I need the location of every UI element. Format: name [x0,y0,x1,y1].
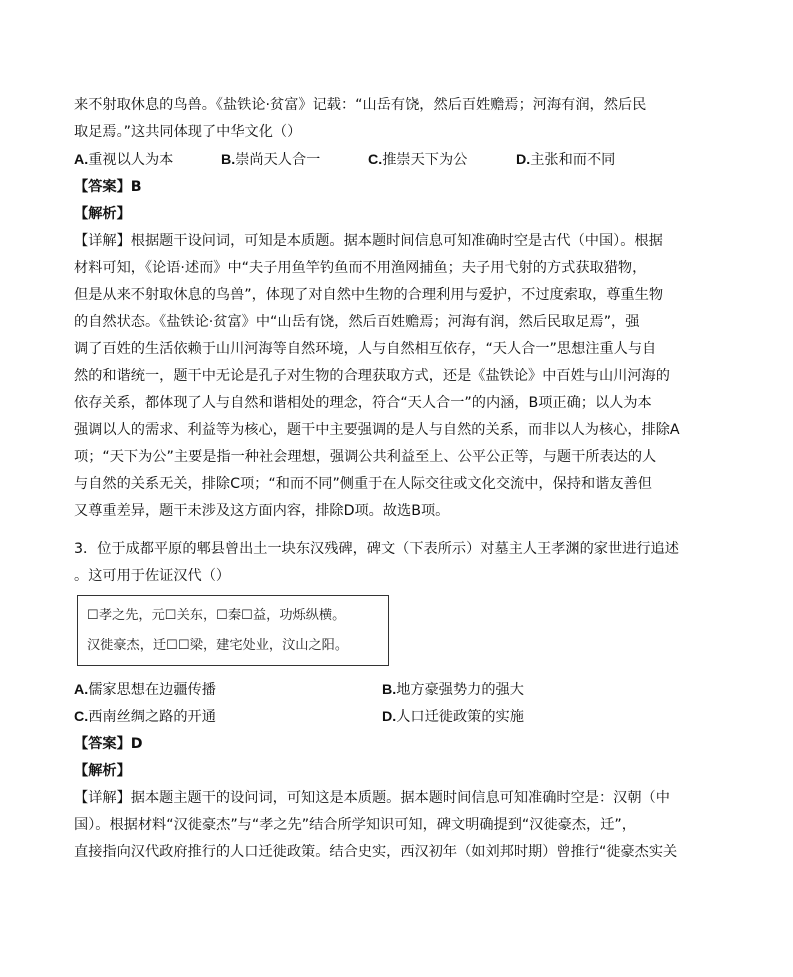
q2-option-c [368,150,467,170]
q3-option-a [74,680,216,700]
stele-line-2: 汉徙豪杰，迁☐☐梁，建宅处业，汶山之阳。 [87,638,349,653]
option-key: D. [516,152,531,168]
q3-detail-line-1: 【详解】据本题主题干的设问词，可知这是本质题。据本题时间信息可知准确时空是：汉朝（中 [74,790,670,806]
option-text: 崇尚天人合一 [235,152,321,168]
q2-answer: 【答案】B [74,179,142,195]
q2-detail-line-7: 依存关系，都体现了人与自然和谐相处的理念，符合“天人合一”的内涵，B项正确；以人为本 [74,395,652,411]
option-text: 儒家思想在边疆传播 [88,682,216,698]
q3-analysis-label: 【解析】 [74,763,131,779]
option-text: 主张和而不同 [530,152,616,168]
q3-stem-line-1: 3．位于成都平原的郫县曾出土一块东汉残碑，碑文（下表所示）对墓主人王孝渊的家世进行追述 [74,541,679,557]
q2-detail-line-4: 的自然状态。《盐铁论·贫富》中“山岳有饶，然后百姓赡焉；河海有润，然后民取足焉”，强 [74,314,640,330]
option-key: B. [221,152,236,168]
stele-line-1: ☐孝之先，元☐关东，☐秦☐益，功烁纵横。 [87,608,346,623]
q2-option-a [74,150,173,170]
q3-option-d [382,707,524,727]
q3-option-b [382,680,524,700]
q2-detail-line-8: 强调以人的需求、利益等为核心，题干中主要强调的是人与自然的关系，而非以人为核心，排除A [74,422,680,438]
option-key: A. [74,152,89,168]
option-text: 推崇天下为公 [382,152,468,168]
q2-option-b [221,150,320,170]
q3-detail-line-2: 国）。根据材料“汉徙豪杰”与“孝之先”结合所学知识可知，碑文明确提到“汉徙豪杰，迁”， [74,817,636,833]
q2-stem-line-1: 来不射取休息的鸟兽。《盐铁论·贫富》记载：“山岳有饶，然后百姓赡焉；河海有润，然后民 [74,97,647,113]
option-text: 人口迁徙政策的实施 [396,709,524,725]
q3-option-c [74,707,216,727]
q2-detail-line-6: 然的和谐统一，题干中无论是孔子对生物的合理获取方式，还是《盐铁论》中百姓与山川河海的 [74,368,670,384]
q2-option-d [516,150,615,170]
q2-detail-line-10: 与自然的关系无关，排除C项；“和而不同”侧重于在人际交往或文化交流中，保持和谐友善但 [74,476,652,492]
q2-detail-line-9: 项；“天下为公”主要是指一种社会理想，强调公共利益至上、公平公正等，与题干所表达的人 [74,449,657,465]
option-key: D. [382,709,397,725]
q2-detail-line-3: 但是从来不射取休息的鸟兽”，体现了对自然中生物的合理利用与爱护，不过度索取，尊重生物 [74,287,664,303]
q2-detail-line-1: 【详解】根据题干设问词，可知是本质题。据本题时间信息可知准确时空是古代（中国）。根据 [74,233,663,249]
option-key: C. [368,152,383,168]
option-text: 西南丝绸之路的开通 [88,709,216,725]
q2-detail-line-11: 又尊重差异，题干未涉及这方面内容，排除D项。故选B项。 [74,503,450,519]
q2-detail-line-5: 调了百姓的生活依赖于山川河海等自然环境，人与自然相互依存，“天人合一”思想注重人与自 [74,341,657,357]
q3-stem-line-2: 。这可用于佐证汉代（） [74,568,231,584]
q3-detail-line-3: 直接指向汉代政府推行的人口迁徙政策。结合史实，西汉初年（如刘邦时期）曾推行“徙豪杰实关 [74,844,678,860]
q2-stem-line-2: 取足焉。”这共同体现了中华文化（） [74,124,302,140]
option-key: A. [74,682,89,698]
option-text: 重视以人为本 [88,152,174,168]
q3-answer: 【答案】D [74,736,143,752]
q2-analysis-label: 【解析】 [74,206,131,222]
option-key: C. [74,709,89,725]
option-text: 地方豪强势力的强大 [396,682,524,698]
stele-inscription-table [77,595,389,666]
q2-detail-line-2: 材料可知，《论语·述而》中“夫子用鱼竿钓鱼而不用渔网捕鱼；夫子用弋射的方式获取猎物， [74,260,647,276]
option-key: B. [382,682,397,698]
